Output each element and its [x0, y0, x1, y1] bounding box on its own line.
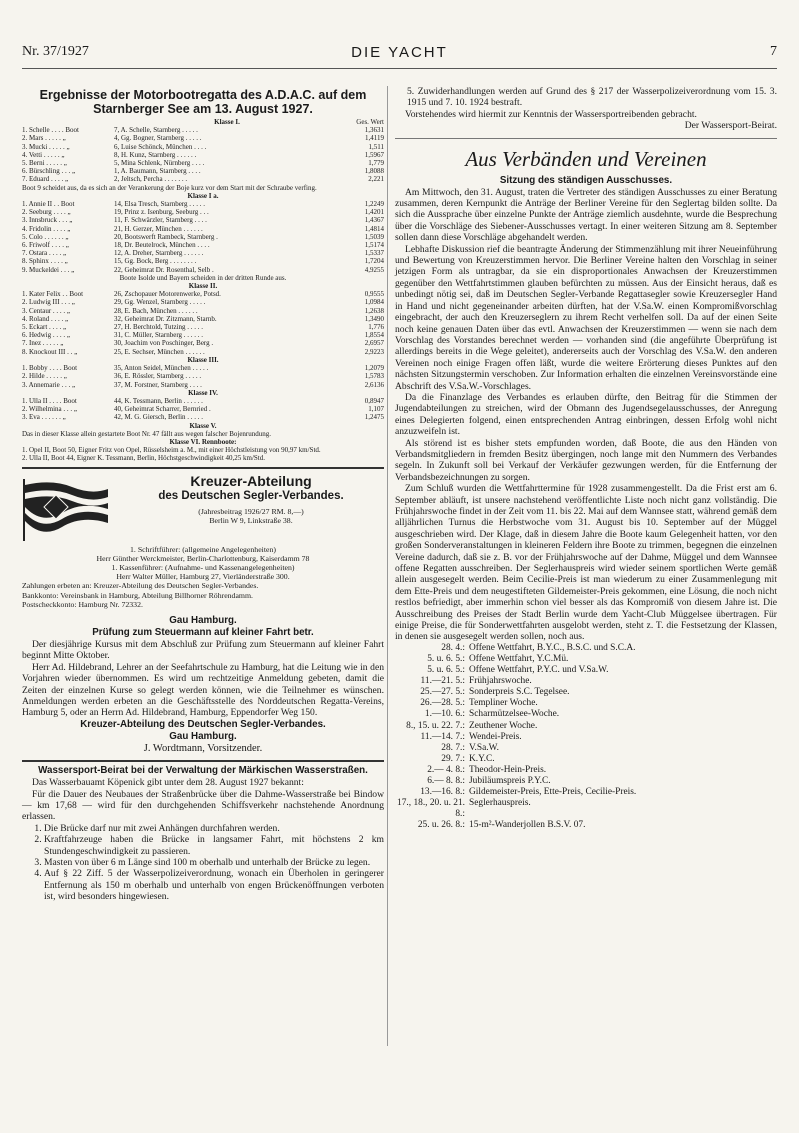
owner: 4, Gg. Bogner, Starnberg . . . . . — [114, 134, 202, 143]
value: 1,4814 — [364, 224, 384, 233]
owner: 37, M. Forstner, Starnberg . . . . — [114, 380, 202, 389]
article-paragraph: Am Mittwoch, den 31. August, traten die Vertreter des ständigen Ausschusses zu einer Beratung zusammen, deren Kernpunkt die Anträge der Berliner Vereine für den Seglertag bilden sollte. Da sich die Aussprache über einzelne Punkte der Anträge ziemlich ausdehnte, wurde die Besprechung über die Vorschläge des Siebener-Ausschusses vertagt. In einer weiteren Sitzung am 8. September sollen dann diese Vorschläge abgehandelt werden. — [395, 186, 777, 244]
results-note: Boot 9 scheidet aus, da es sich an der Verankerung der Boje kurz vor dem Start mit der Schraube verfing. — [22, 183, 317, 192]
klasse-label: Klasse I a. — [187, 191, 219, 200]
klasse-label: Klasse III. — [187, 355, 219, 364]
boat-name: 5. Colo . . . . . . „ — [22, 232, 69, 241]
article-paragraph: Lebhafte Diskussion rief die beantragte Änderung der Stimmenzählung mit ihrer Neueinführung und Bewertung von Kreuzerstimmen hervor. Die Berliner Vereine halten den Vorschlag in seiner jetzigen Form als untragbar, da sie ein disproportionales Anwachsen der Kreuzerstimmen gegenüber den Wettfahrtstimmen glauben befürchten zu müssen. Aus der Einsicht heraus, daß es unbedingt nötig sei, daß im Deutschen Segler-Verbande Regattasegler sowie Kreuzersegler Hand in Hand und nicht gegeneinander arbeiten dürften, hat der V.Sa.W. einen Kompromißvorschlag eingebracht, der auch den Kreuzerseglern zu ihrem Recht verhelfen soll. Da auf der einen Seite noch keine genauen Daten über das evtl. Anwachsen der Kreuzerstimmen — wenn sie nach dem Vorschlag des Vorstandes berechnet werden — vorhanden sind (die angeführte Überprüfung ist allerdings bereits in die Wege geleitet), andererseits auch der Vorschlag des V.Sa.W. den anderen Vereinen noch einige Fragen offen läßt, wurde die weitere Erörterung dieses Punktes auf den nächsten Sitzungstermin verschoben. Zur Information erhalten die einzelnen Vereinsvorstände eine Abschrift des V.Sa.W.-Vorschlages. — [395, 243, 777, 392]
owner: 21, H. Gerzer, München . . . . . . — [114, 224, 203, 233]
result-row — [22, 323, 384, 331]
boat-name: 1. Ulla II . . . . Boot — [22, 396, 77, 405]
value: 1,5967 — [364, 150, 384, 159]
list-item: 2. Kraftfahrzeuge haben die Brücke in langsamer Fahrt, mit höchstens 2 km Stundengeschwindigkeit zu passieren. — [44, 834, 384, 857]
result-row — [22, 405, 384, 413]
date-label: 25. u. 26. 8.: — [417, 820, 465, 831]
value: 1,4201 — [364, 208, 384, 217]
list-item: 4. Auf § 22 Ziff. 5 der Wasserpolizeiverordnung, wonach ein Überholen in geringerer Entfernung als 150 m oberhalb und unterhalb von engen Brückenöffnungen verboten ist, wird besonders hingewiesen. — [44, 868, 384, 902]
boat-name: 4. Fridolin . . . . „ — [22, 224, 71, 233]
result-row — [22, 134, 384, 142]
result-row — [22, 364, 384, 372]
contact-line: Zahlungen erbeten an: Kreuzer-Abteilung des Deutschen Segler-Verbandes. — [22, 581, 259, 591]
owner: 29, Gg. Wenzel, Starnberg . . . . . — [114, 298, 206, 307]
kreuzer-box — [22, 467, 384, 755]
kreuzer-signature: Gau Hamburg. — [169, 730, 237, 742]
result-row — [22, 208, 384, 216]
date-label: 17., 18., 20. u. 21. 8.: — [397, 798, 465, 820]
owner: 26, Zschopauer Motorenwerke, Potsd. — [114, 290, 221, 299]
result-row — [22, 151, 384, 159]
date-label: 28. 4.: — [441, 642, 465, 653]
boat-name: 6. Friwolf . . . . „ — [22, 241, 69, 250]
boat-name: 1. Schelle . . . . Boot — [22, 126, 79, 135]
result-row — [22, 315, 384, 323]
date-entry — [395, 787, 777, 798]
event-name: Offene Wettfahrt, B.Y.C., B.S.C. und S.C.A. — [469, 642, 636, 653]
value: 1,7204 — [364, 257, 384, 266]
date-label: 26.—28. 5.: — [420, 698, 465, 709]
boat-name: 1. Kater Felix . . Boot — [22, 290, 84, 299]
owner: 36, E. Rössler, Starnberg . . . . . — [114, 372, 202, 381]
event-name: Zeuthener Woche. — [469, 720, 538, 731]
date-entry — [395, 743, 777, 754]
result-row — [22, 126, 384, 134]
event-name: 15-m²-Wanderjollen B.S.V. 07. — [469, 820, 586, 831]
value: 1,8554 — [364, 331, 384, 340]
owner: 8, H. Kunz, Starnberg . . . . . . — [114, 150, 197, 159]
contact-line: 1. Schriftführer: (allgemeine Angelegenheiten) — [130, 544, 276, 554]
event-name: V.Sa.W. — [469, 742, 499, 753]
date-label: 28. 7.: — [441, 742, 465, 753]
result-row — [22, 266, 384, 274]
date-label: 1.—10. 6.: — [424, 709, 465, 720]
value: 1,2475 — [364, 413, 384, 422]
owner: 32, Geheimrat Dr. Zitzmann, Starnb. — [114, 314, 217, 323]
value: 1,4119 — [365, 134, 384, 143]
section-subtitle: Sitzung des ständigen Ausschusses. — [499, 174, 673, 186]
result-row — [22, 175, 384, 183]
boat-name: 3. Annemarie . . . „ — [22, 380, 76, 389]
ges-wert-header: Ges. Wert — [356, 118, 384, 126]
value: 2,221 — [368, 175, 384, 184]
gau-paragraph: Herr Ad. Hildebrand, Lehrer an der Seefahrtschule zu Hamburg, hat die Leitung wie in den Vorjahren wieder übernommen. Es wird um rechtzeitige Anmeldung gebeten, damit die Zeiten der einzelnen Kurse so gelegt werden können, wie die Teilnehmer es wünschen. Anmeldungen werden erbeten an die Geschäftsstelle des Norddeutschen Regatta-Vereins, Hamburg 5, oder an Herrn Ad. Hildebrand, Hamburg, Eppendorfer Weg 150. — [22, 661, 384, 719]
boat-name: 2. Ludwig III . . . „ — [22, 298, 75, 307]
boat-name: 2. Wilhelmina . . . „ — [22, 405, 77, 414]
result-row — [22, 339, 384, 347]
kreuzer-address: Berlin W 9, Linkstraße 38. — [209, 515, 293, 525]
regatta-dates-list — [395, 643, 777, 832]
article-paragraph: Da die Finanzlage des Verbandes es erlauben dürfte, den Beitrag für die Stimmen der Jugendabteilungen zu streichen, wird der Obmann des Jugendsegelausschusses, der Anregung eines Delegierten folgend, einen entsprechenden Antrag einbringen, dessen Erfolg wohl nicht anzuzweifeln ist. — [395, 391, 777, 438]
wsp-notice: Vorstehendes wird hiermit zur Kenntnis der Wassersportreibenden gebracht. — [405, 108, 697, 120]
owner: 11, F. Schwärzler, Starnberg . . . . — [114, 216, 207, 225]
kreuzer-signature: J. Wordtmann, Vorsitzender. — [143, 742, 263, 754]
header-rule — [22, 68, 777, 69]
owner: 35, Anton Seidel, München . . . . . — [114, 364, 209, 373]
value: 1,5174 — [364, 241, 384, 250]
result-row — [22, 233, 384, 241]
boat-name: 2. Hilde . . . . . „ — [22, 372, 67, 381]
kreuzer-beitrag: (Jahresbeitrag 1926/27 RM. 8,—) — [198, 506, 304, 516]
result-row — [22, 167, 384, 175]
value: 0,9555 — [364, 290, 384, 299]
kreuzer-signature: Kreuzer-Abteilung des Deutschen Segler-Verbandes. — [80, 718, 326, 730]
date-label: 13.—16. 8.: — [420, 787, 465, 798]
wsp-title: Wassersport-Beirat bei der Verwaltung der Märkischen Wasserstraßen. — [38, 765, 368, 777]
date-entry — [395, 754, 777, 765]
result-row — [22, 257, 384, 265]
result-row — [22, 143, 384, 151]
article-paragraph: Zum Schluß wurden die Wettfahrttermine für 1928 zusammengestellt. Da die Frist erst am 6. September abläuft, ist unsere nachstehend veröffentlichte Liste noch nicht ganz vollständig. Die Frühjahrswoche findet in der Zeit vom 11. bis 22. Mai auf dem Wannsee statt, während gemäß dem alljährlichen Turnus die Herbstwoche vom 31. August bis 10. September auf der Müggel ausgeschrieben wird. Der Klage, daß in diesem Jahre die Boote kaum Gelegenheit hatten, vor den großen Sonderveranstaltungen in kleineren Feldern ihre Boote zu trimmen, begegnen die einzelnen Vereine dadurch, daß sie z. B. vor der Frühjahrswoche auf der Dahme, Müggel und dem Wannsee offene Regatten ausschreiben. Der Seglerhauspreis wird wieder seinem sportlichen Werte gemäß allein ausgesegelt werden. Beim Cecilie-Preis ist man wiederum zu einer Zusammenlegung mit dem Ette-Preis und dem neugestifteten Gildemeister-Preis gekommen, eine Lösung, die noch nicht restlos befriedigt, aber immerhin schon viel besser als das Kompromiß von diesem Jahre ist. Die Ausschreibung des Preises der Stadt Berlin wurde dem Yacht-Club Müggelsee übertragen. Für einige Preise, die für Sonderwettfahrten ausgelobt werden, steht z. T. die Festsetzung der Klassen, in denen sie ausgesegelt werden sollen, noch aus. — [395, 483, 777, 643]
result-row — [22, 348, 384, 356]
pennant-flag-icon — [22, 479, 110, 541]
boat-name: 7. Ostara . . . . „ — [22, 249, 67, 258]
section-title: Aus Verbänden und Vereinen — [465, 146, 707, 171]
value: 1,2638 — [364, 306, 384, 315]
contact-line: Postscheckkonto: Hamburg Nr. 72332. — [22, 599, 143, 609]
event-name: Scharmützelsee-Woche. — [469, 709, 560, 720]
right-column — [395, 86, 777, 831]
date-entry — [395, 687, 777, 698]
event-name: Seglerhauspreis. — [469, 798, 531, 809]
date-label: 5. u. 6. 5.: — [427, 665, 465, 676]
boat-name: 3. Eva . . . . . . „ — [22, 413, 66, 422]
event-name: Sonderpreis S.C. Tegelsee. — [469, 687, 570, 698]
contact-line: Herr Günther Werckmeister, Berlin-Charlottenburg, Kaiserdamm 78 — [96, 553, 310, 563]
event-name: Offene Wettfahrt, P.Y.C. und V.Sa.W. — [469, 665, 609, 676]
boat-name: 6. Bürschling . . . „ — [22, 167, 76, 176]
date-label: 8., 15. u. 22. 7.: — [406, 720, 465, 731]
boat-name: 3. Innsbruck . . . „ — [22, 216, 73, 225]
date-entry — [395, 654, 777, 665]
boat-name: 3. Centaur . . . . „ — [22, 306, 71, 315]
result-row — [22, 298, 384, 306]
value: 1,511 — [368, 142, 384, 151]
date-entry — [395, 776, 777, 787]
event-name: Jubiläumspreis P.Y.C. — [469, 776, 551, 786]
event-name: K.Y.C. — [469, 753, 495, 764]
boat-name: 5. Eckart . . . . „ — [22, 323, 67, 332]
gau-title: Gau Hamburg. — [169, 614, 237, 626]
result-row — [22, 290, 384, 298]
section-rule — [395, 138, 777, 139]
date-label: 25.—27. 5.: — [420, 687, 465, 698]
owner: 42, M. G. Giersch, Berlin . . . . . — [114, 413, 204, 422]
date-entry — [395, 798, 777, 820]
boat-name: 5. Berni . . . . . „ — [22, 159, 67, 168]
boat-name: 4. Vetti . . . . . „ — [22, 150, 65, 159]
date-entry — [395, 676, 777, 687]
rennboot-entry: 1. Opel II, Boot 50, Eigner Fritz von Opel, Rüsselsheim a. M., mit einer Höchstleistung von 90,97 km/Std. — [22, 446, 321, 455]
result-row — [22, 159, 384, 167]
value: 1,5783 — [364, 372, 384, 381]
kreuzer-subtitle: des Deutschen Segler-Verbandes. — [158, 489, 344, 502]
date-entry — [395, 820, 777, 831]
list-item: 1. Die Brücke darf nur mit zwei Anhängen durchfahren werden. — [44, 823, 384, 834]
event-name: Frühjahrswoche. — [469, 676, 532, 687]
event-name: Offene Wettfahrt, Y.C.Mü. — [469, 653, 569, 664]
date-label: 5. u. 6. 5.: — [427, 653, 465, 664]
event-name: Templiner Woche. — [469, 698, 538, 709]
event-name: Theodor-Hein-Preis. — [469, 764, 547, 775]
value: 1,107 — [368, 405, 384, 414]
owner: 40, Geheimrat Scharrer, Bernried . — [114, 405, 211, 414]
value: 1,2079 — [364, 364, 384, 373]
boat-name: 1. Bobby . . . . Boot — [22, 364, 78, 373]
date-entry — [395, 709, 777, 720]
wsp-item-5: 5. Zuwiderhandlungen werden auf Grund des § 217 der Wasserpolizeiverordnung vom 15. 3. 1915 und 7. 10. 1924 bestraft. — [407, 86, 777, 109]
rennboot-entry: 2. Ulla II, Boot 44, Eigner K. Tessmann, Berlin, Höchstgeschwindigkeit 40,25 km/Std. — [22, 454, 265, 463]
results-table — [22, 118, 384, 463]
klasse-label: Klasse V. — [189, 421, 217, 430]
value: 1,2249 — [364, 200, 384, 209]
result-row — [22, 381, 384, 389]
wassersport-section — [22, 760, 384, 902]
value: 1,3490 — [364, 314, 384, 323]
boat-name: 8. Sphinx . . . . „ — [22, 257, 68, 266]
boat-name: 3. Mucki . . . . . „ — [22, 142, 70, 151]
owner: 6, Luise Schönck, München . . . . — [114, 142, 207, 151]
date-label: 2.— 4. 8.: — [427, 764, 465, 775]
kreuzer-contacts — [22, 545, 384, 609]
value: 1,4367 — [364, 216, 384, 225]
boat-name: 9. Muckeldei . . . „ — [22, 265, 75, 274]
value: 1,8088 — [364, 167, 384, 176]
contact-line: Herr Walter Müller, Hamburg 27, Vierländerstraße 300. — [116, 572, 290, 582]
value: 1,779 — [368, 159, 384, 168]
gau-paragraph: Der diesjährige Kursus mit dem Abschluß zur Prüfung zum Steuermann auf kleiner Fahrt beginnt Mitte Oktober. — [22, 638, 384, 662]
result-row — [22, 331, 384, 339]
contact-line: Bankkonto: Vereinsbank in Hamburg, Abteilung Billhorner Röhrendamm. — [22, 590, 253, 600]
gau-subtitle: Prüfung zum Steuermann auf kleiner Fahrt betr. — [92, 626, 314, 638]
owner: 19, Prinz z. Isenburg, Seeburg . . . — [114, 208, 209, 217]
value: 1,0984 — [364, 298, 384, 307]
date-entry — [395, 765, 777, 776]
value: 2,6957 — [364, 339, 384, 348]
date-label: 11.—21. 5.: — [420, 676, 465, 687]
results-title: Ergebnisse der Motorbootregatta des A.D.A.C. auf dem Starnberger See am 13. August 1927. — [39, 88, 367, 116]
result-row — [22, 225, 384, 233]
result-row — [22, 241, 384, 249]
boat-name: 1. Annie II . . Boot — [22, 200, 75, 209]
klasse-label: Klasse I. — [214, 118, 240, 126]
result-row — [22, 200, 384, 208]
owner: 27, H. Berchtold, Tutzing . . . . . — [114, 323, 204, 332]
owner: 2, Jeltsch, Percha . . . . . . . — [114, 175, 188, 184]
event-name: Gildemeister-Preis, Ette-Preis, Cecilie-Preis. — [469, 787, 637, 798]
date-label: 6.— 8. 8.: — [427, 776, 465, 786]
owner: 44, K. Tessmann, Berlin . . . . . . — [114, 396, 203, 405]
date-label: 11.—14. 7.: — [420, 731, 465, 742]
owner: 30, Joachim von Poschinger, Berg . — [114, 339, 214, 348]
boat-name: 8. Knockout III . . „ — [22, 347, 78, 356]
klasse-label: Klasse VI. Rennboote: — [169, 437, 237, 446]
boat-name: 4. Roland . . . . „ — [22, 314, 69, 323]
date-entry — [395, 698, 777, 709]
value: 0,8947 — [364, 396, 384, 405]
value: 1,5337 — [364, 249, 384, 258]
list-item: 3. Masten von über 6 m Länge sind 100 m oberhalb und unterhalb der Brücke zu legen. — [44, 857, 384, 868]
magazine-title: DIE YACHT — [351, 44, 448, 61]
page-header — [22, 44, 777, 64]
date-entry — [395, 643, 777, 654]
value: 2,9223 — [364, 347, 384, 356]
contact-line: 1. Kassenführer: (Aufnahme- und Kassenangelegenheiten) — [111, 562, 295, 572]
value: 1,776 — [368, 323, 384, 332]
result-row — [22, 249, 384, 257]
result-row — [22, 307, 384, 315]
klasse-label: Klasse IV. — [188, 388, 218, 397]
results-note: Boote Isolde und Bayern scheiden in der dritten Runde aus. — [119, 273, 287, 282]
wsp-paragraph: Für die Dauer des Neubaues der Straßenbrücke über die Dahme-Wasserstraße bei Bindow — km 17,68 — wird für den durchgehenden Schiffsverkehr nachstehende Anordnung erlassen. — [22, 788, 384, 823]
boat-name: 2. Mars . . . . . „ — [22, 134, 66, 143]
value: 2,6136 — [364, 380, 384, 389]
owner: 18, Dr. Beutelrock, München . . . . — [114, 241, 210, 250]
owner: 12, A. Dreher, Starnberg . . . . . . — [114, 249, 204, 258]
boat-name: 7. Inez . . . . . „ — [22, 339, 64, 348]
value: 1,5039 — [364, 232, 384, 241]
article-paragraph: Als störend ist es bisher stets empfunden worden, daß Boote, die aus den Händen von Verbandsmitgliedern in fremden Besitz übergingen, noch lange mit den Nummern des Verbandes segeln. In Zukunft soll bei Verkauf der Verkäufer gezwungen werden, für die Entfernung der Verbandsbezeichnungen zu sorgen. — [395, 437, 777, 483]
wsp-list — [22, 823, 384, 903]
column-separator — [387, 86, 388, 1046]
event-name: Wendei-Preis. — [469, 731, 522, 742]
value: 4,9255 — [364, 265, 384, 274]
date-entry — [395, 721, 777, 732]
kreuzer-title: Kreuzer-Abteilung — [190, 472, 312, 489]
owner: 31, C. Müller, Starnberg . . . . . . — [114, 331, 204, 340]
boat-name: 2. Seeburg . . . . „ — [22, 208, 71, 217]
owner: 1, A. Baumann, Starnberg . . . . — [114, 167, 201, 176]
value: 1,3631 — [364, 126, 384, 135]
left-column — [22, 86, 384, 903]
result-row — [22, 413, 384, 421]
issue-number: Nr. 37/1927 — [22, 44, 89, 59]
date-entry — [395, 665, 777, 676]
boat-name: 6. Hedwig . . . . „ — [22, 331, 71, 340]
owner: 14, Elsa Tresch, Starnberg . . . . . — [114, 200, 206, 209]
owner: 15, Gg. Bock, Berg . . . . . . . . — [114, 257, 197, 266]
owner: 22, Geheimrat Dr. Rosenthal, Selb . — [114, 265, 214, 274]
owner: 5, Mina Schlenk, Nürnberg . . . . — [114, 159, 205, 168]
date-label: 29. 7.: — [441, 753, 465, 764]
klasse-label: Klasse II. — [188, 282, 218, 291]
results-note: Das in dieser Klasse allein gestartete Boot Nr. 47 fällt aus wegen falscher Bojenrundung. — [22, 429, 272, 438]
wsp-paragraph: Das Wasserbauamt Köpenick gibt unter dem 28. August 1927 bekannt: — [32, 777, 304, 789]
owner: 20, Bootswerft Rambeck, Starnberg . — [114, 232, 218, 241]
wsp-signature: Der Wassersport-Beirat. — [684, 120, 777, 132]
date-entry — [395, 732, 777, 743]
boat-name: 7. Eduard . . . . „ — [22, 175, 69, 184]
result-row — [22, 397, 384, 405]
owner: 25, E. Sechser, München . . . . . . — [114, 347, 205, 356]
owner: 7, A. Schelle, Starnberg . . . . . — [114, 126, 198, 135]
result-row — [22, 372, 384, 380]
owner: 28, E. Bach, München . . . . . . — [114, 306, 198, 315]
page-number: 7 — [770, 44, 777, 59]
result-row — [22, 216, 384, 224]
